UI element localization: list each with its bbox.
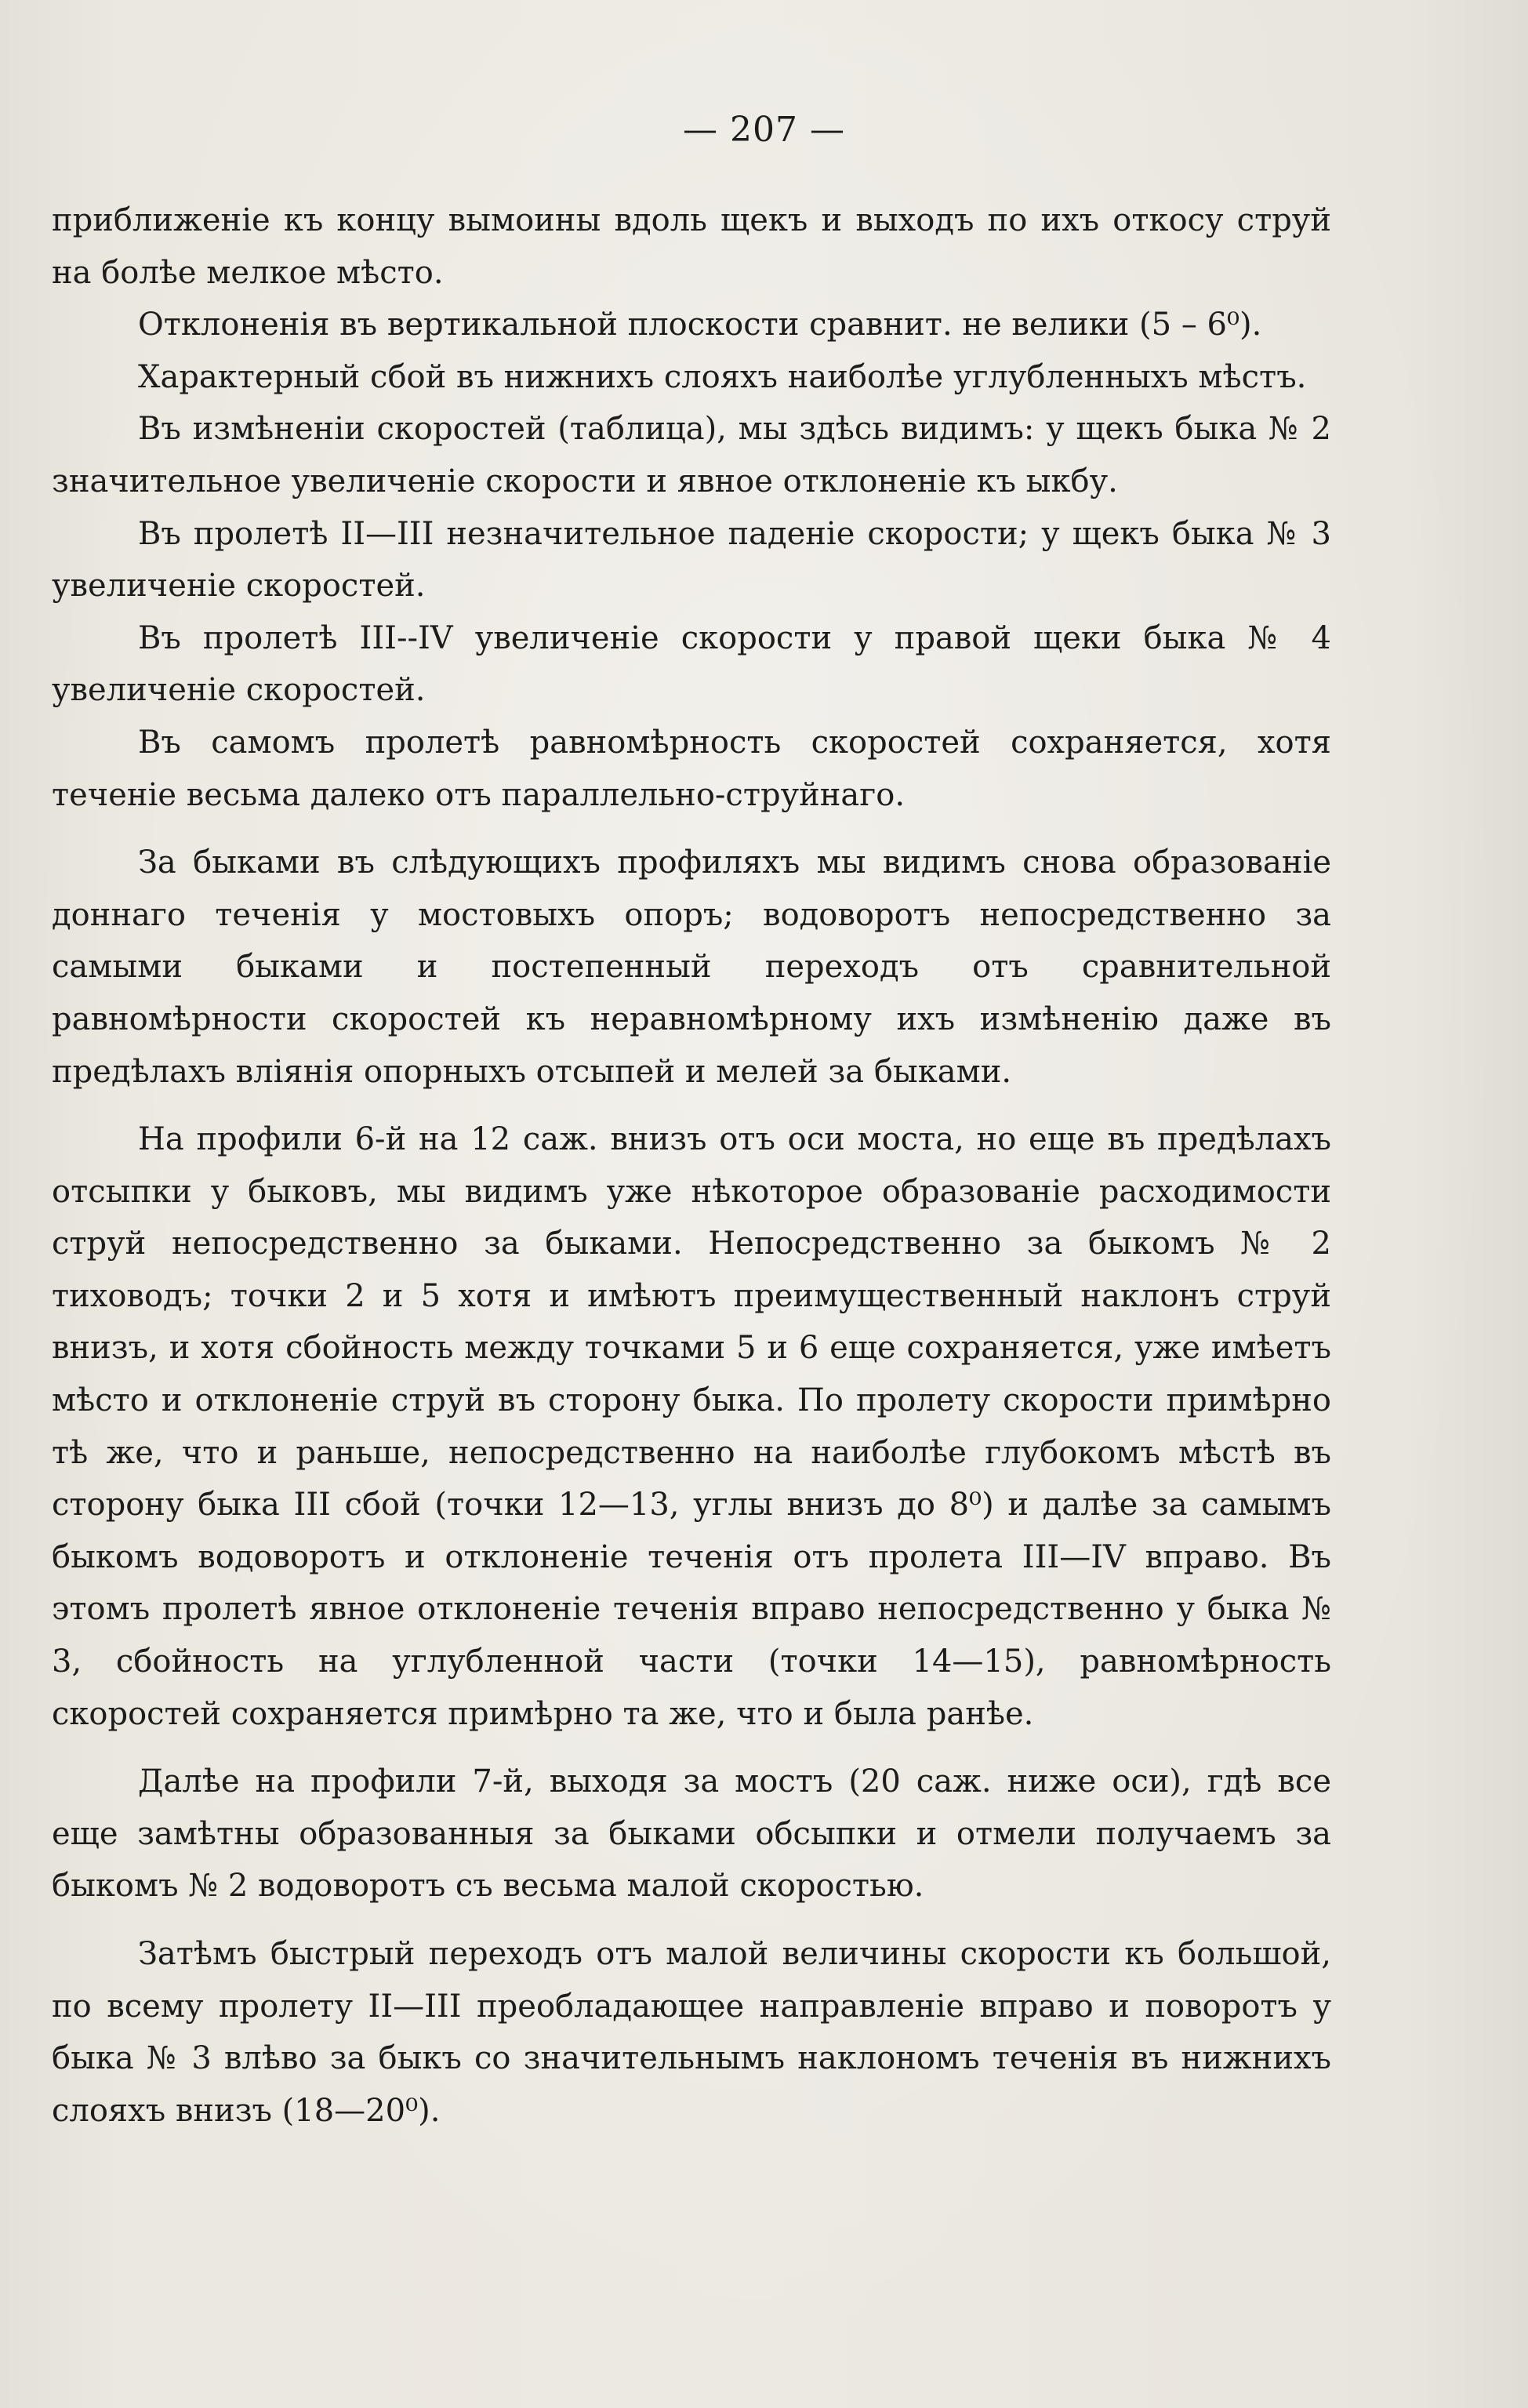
paragraph-6: Въ пролетѣ III--IV увеличенiе скорости у правой щеки быка № 4 увеличенiе скоростей. <box>52 619 1331 709</box>
paragraph-7: Въ самомъ пролетѣ равномѣрность скоростей сохраняется, хотя теченiе весьма далеко отъ параллельно-струйнаго. <box>52 724 1331 813</box>
body-text <box>52 194 1331 2137</box>
paragraph-11: Затѣмъ быстрый переходъ отъ малой величины скорости къ большой, по всему пролету II—III преобладающее направленiе вправо и поворотъ у быка № 3 влѣво за быкъ со значительнымъ наклономъ теченiя въ нижнихъ слояхъ внизъ (18—20⁰). <box>52 1936 1331 2129</box>
paragraph-1: приближенiе къ концу вымоины вдоль щекъ и выходъ по ихъ откосу струй на болѣе мелкое мѣсто. <box>52 202 1331 291</box>
paragraph-10: Далѣе на профили 7-й, выходя за мостъ (20 саж. ниже оси), гдѣ все еще замѣтны образованныя за быками обсыпки и отмели получаемъ за быкомъ № 2 водоворотъ съ весьма малой скоростью. <box>52 1763 1331 1905</box>
page-number: — 207 — <box>683 110 845 150</box>
paragraph-8: За быками въ слѣдующихъ профиляхъ мы видимъ снова образованiе доннаго теченiя у мостовыхъ опоръ; водоворотъ непосредственно за самыми быками и постепенный переходъ отъ сравнительной равномѣрности скоростей къ неравномѣрному ихъ измѣненiю даже въ предѣлахъ влiянiя опорныхъ отсыпей и мелей за быками. <box>52 844 1331 1090</box>
paragraph-4: Въ измѣненiи скоростей (таблица), мы здѣсь видимъ: у щекъ быка № 2 значительное увеличенiе скорости и явное отклоненiе къ ыкбу. <box>52 411 1331 499</box>
paragraph-3: Характерный сбой въ нижнихъ слояхъ наиболѣе углубленныхъ мѣстъ. <box>138 358 1307 395</box>
paragraph-5: Въ пролетѣ II—III незначительное паденiе скорости; у щекъ быка № 3 увеличенiе скоростей. <box>52 515 1331 605</box>
paragraph-9: На профили 6-й на 12 саж. внизъ отъ оси моста, но еще въ предѣлахъ отсыпки у быковъ, мы видимъ уже нѣкоторое образованiе расходимости струй непосредственно за быками. Непосредственно за быкомъ № 2 тиховодъ; точки 2 и 5 хотя и имѣютъ преимущественный наклонъ струй внизъ, и хотя сбойность между точками 5 и 6 еще сохраняется, уже имѣетъ мѣсто и отклоненiе струй въ сторону быка. По пролету скорости примѣрно тѣ же, что и раньше, непосредственно на наиболѣе глубокомъ мѣстѣ въ сторону быка III сбой (точки 12—13, углы внизъ до 8⁰) и далѣе за самымъ быкомъ водоворотъ и отклоненiе теченiя отъ пролета III—IV вправо. Въ этомъ пролетѣ явное отклоненiе теченiя вправо непосредственно у быка № 3, сбойность на углубленной части (точки 14—15), равномѣрность скоростей сохраняется примѣрно та же, что и была ранѣе. <box>52 1121 1331 1732</box>
paragraph-2: Отклоненiя въ вертикальной плоскости сравнит. не велики (5 – 6⁰). <box>138 307 1262 343</box>
